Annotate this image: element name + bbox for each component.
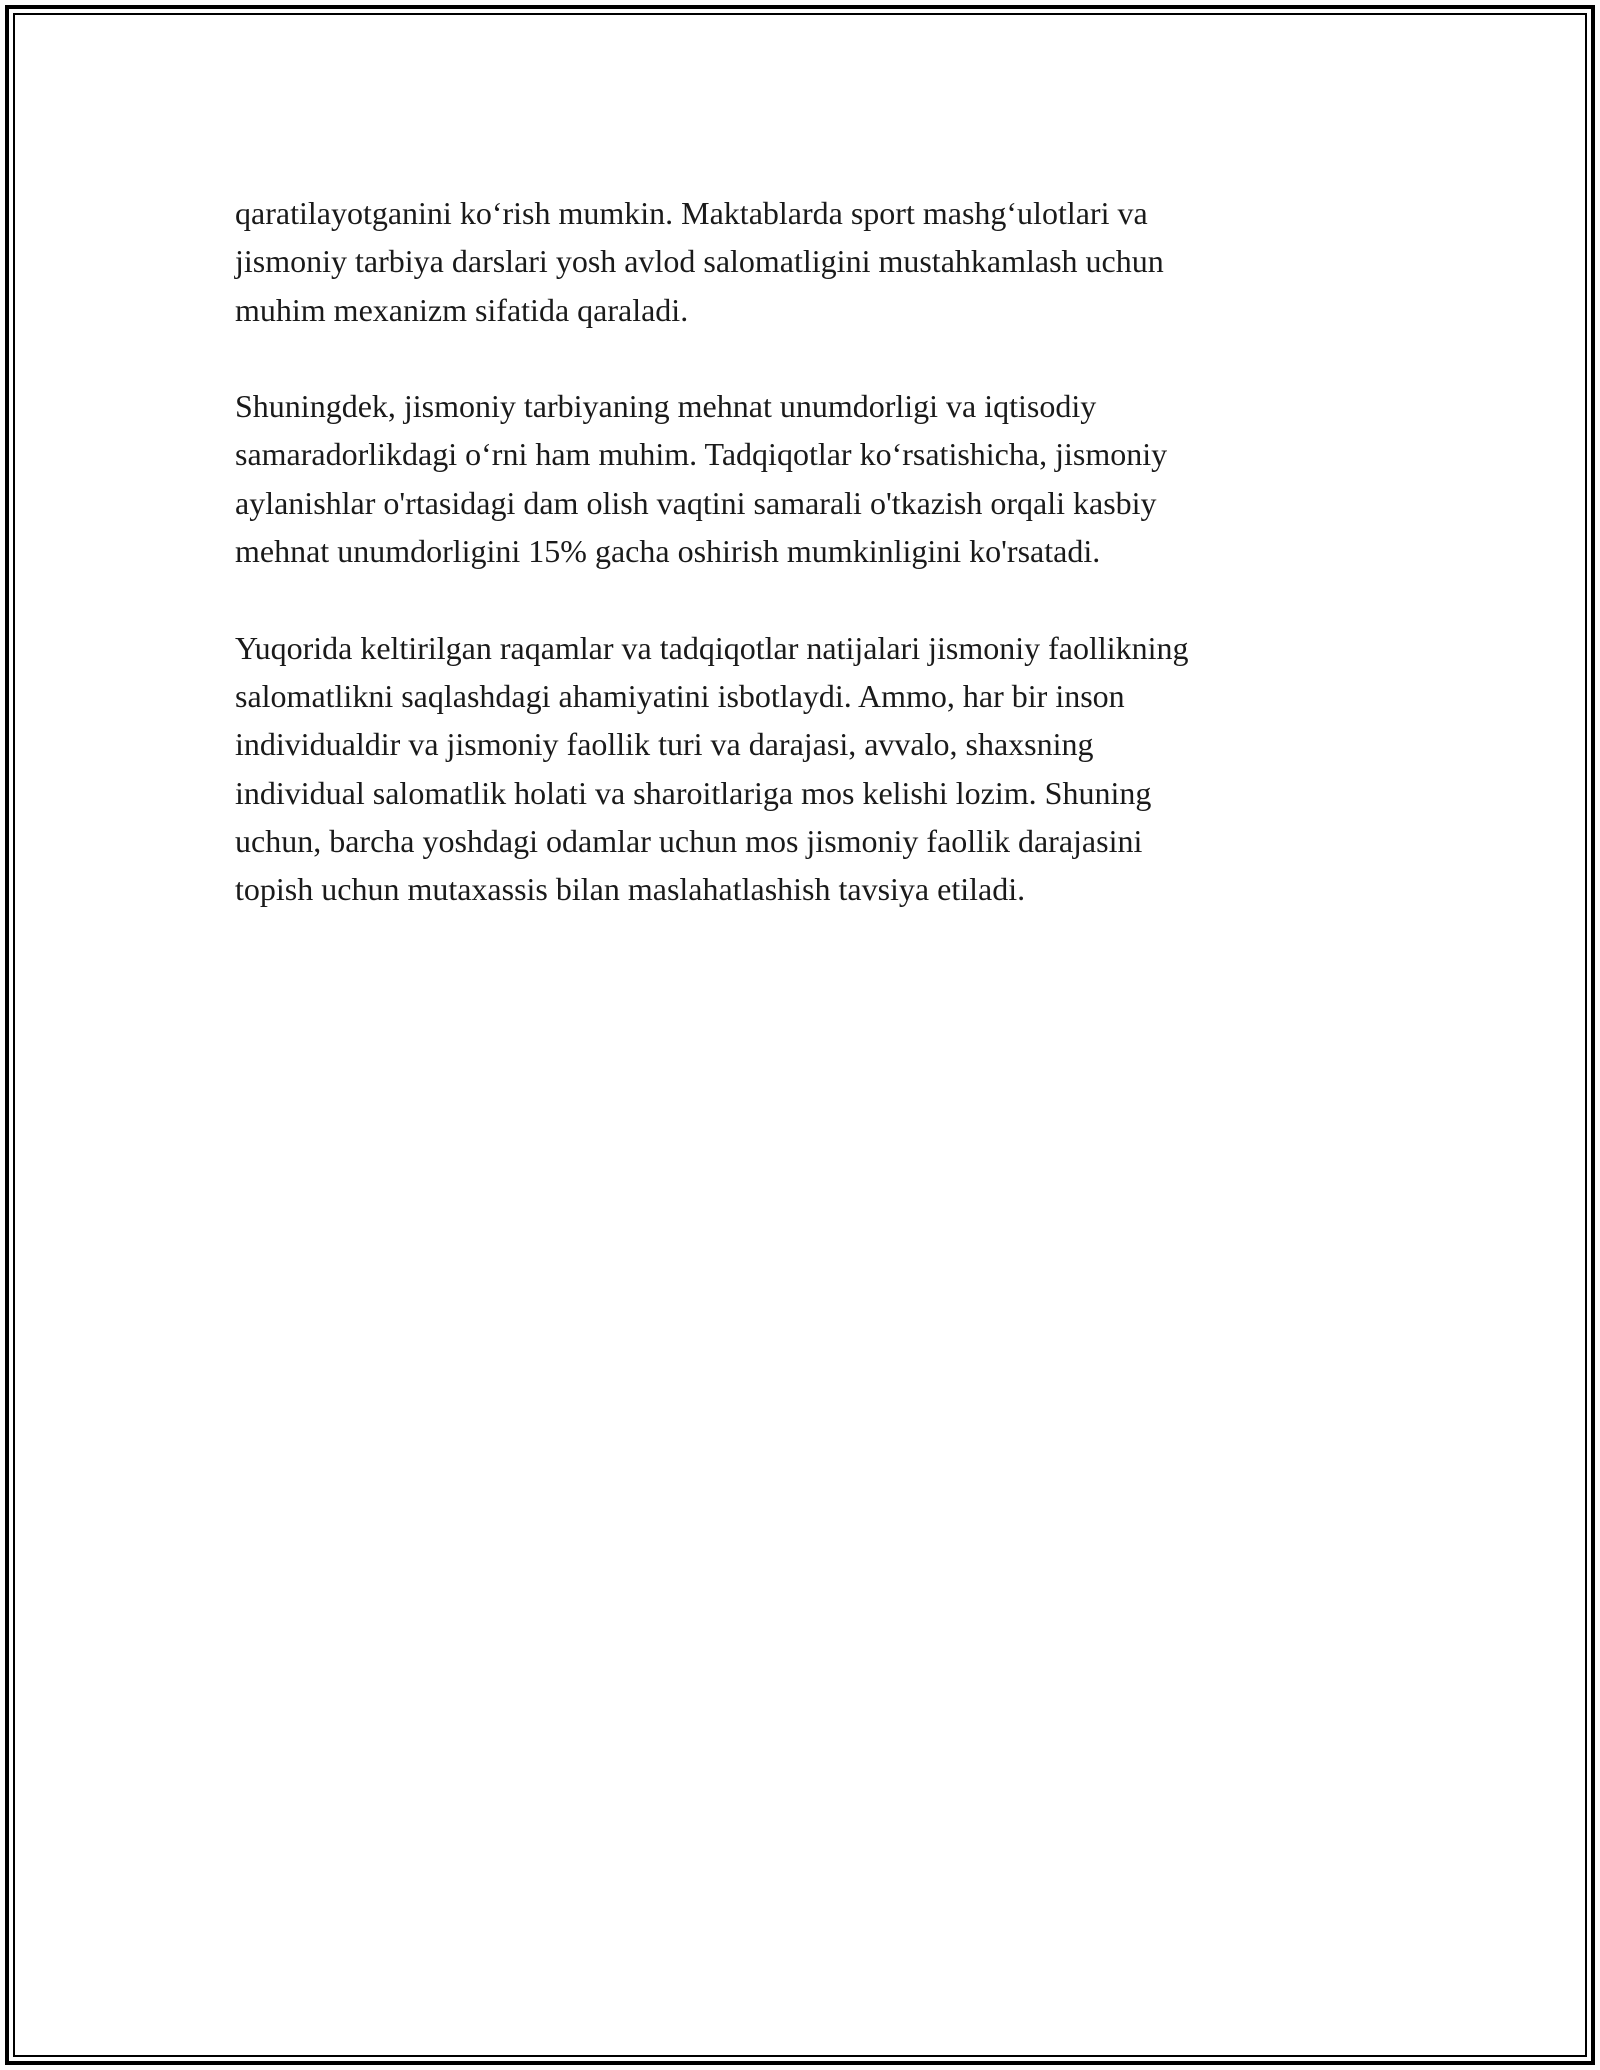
paragraph-3: Yuqorida keltirilgan raqamlar va tadqiqotlar natijalari jismoniy faollikning salomatlikni saqlashdagi ahamiyatini isbotlaydi. Ammo, har bir inson individualdir va jismoniy faollik turi va darajasi, avvalo, shaxsning individual salomatlik holati va sharoitlariga mos kelishi lozim. Shuning uchun, barcha yoshdagi odamlar uchun mos jismoniy faollik darajasini topish uchun mutaxassis bilan maslahatlashish tavsiya etiladi. [235, 629, 1189, 908]
paragraph-1: qaratilayotganini ko‘rish mumkin. Maktablarda sport mashg‘ulotlari va jismoniy tarbiya darslari yosh avlod salomatligini mustahkamlash uchun muhim mexanizm sifatida qaraladi. [235, 195, 1164, 328]
paragraph-2: Shuningdek, jismoniy tarbiyaning mehnat unumdorligi va iqtisodiy samaradorlikdagi o‘rni ham muhim. Tadqiqotlar ko‘rsatishicha, jismoniy aylanishlar o'rtasidagi dam olish vaqtini samarali o'tkazish orqali kasbiy mehnat unumdorligini 15% gacha oshirish mumkinligini ko'rsatadi. [235, 388, 1168, 570]
page-body [235, 189, 1365, 962]
